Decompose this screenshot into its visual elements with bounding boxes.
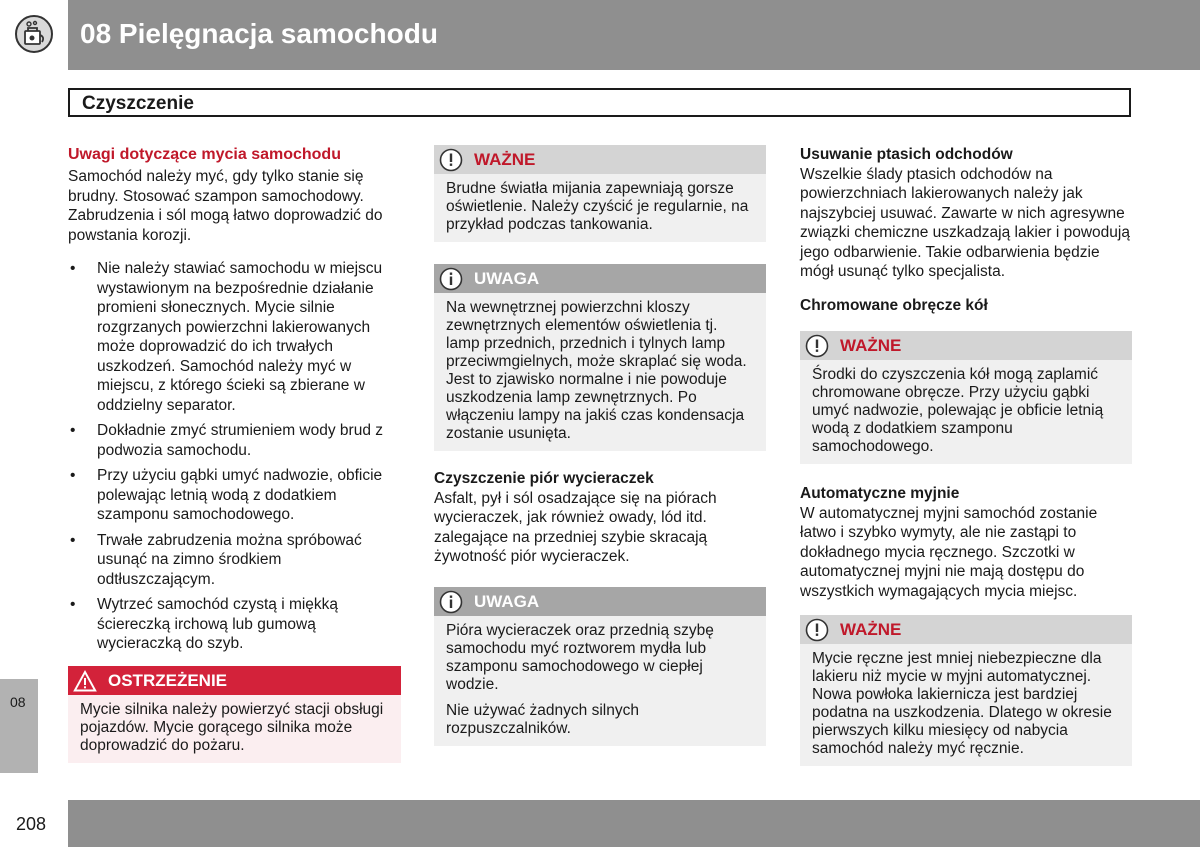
chapter-tab-label: 08 [10,694,26,710]
footer-bar [68,800,1200,847]
notice-text: Mycie ręczne jest mniej niebezpieczne dla lakieru niż mycie w myjni automatycznej. Nowa powłoka lakiernicza jest bardziej podatna na uszkodzenia. Dlatego w okresie pierwszych kilku miesięcy od nabycia samochód należy myć ręcznie. [812,650,1112,757]
bullet-icon: • [70,467,76,484]
bullet-icon: • [70,422,76,439]
notice-paragraph: Nie używać żadnych silnych rozpuszczalników. [446,701,639,737]
notice-header [434,145,766,174]
list-item: • Przy użyciu gąbki umyć nadwozie, obficie polewając letnią wodą z dodatkiem szamponu samochodowego. [70,467,383,523]
list-item: • Trwałe zabrudzenia można spróbować usunąć na zimno środkiem odtłuszczającym. [70,531,362,588]
exclamation-circle-icon [805,618,829,642]
notice-text [434,616,766,746]
notice-text: Środki do czyszczenia kół mogą zaplamić chromowane obręcze. Przy użyciu gąbki umyć nadwozie, polewając je obficie letnią wodą z dodatkiem szamponu samochodowego. [812,366,1104,455]
washing-bullet-list [68,259,401,654]
bullet-icon: • [70,531,76,549]
list-item: • Dokładnie zmyć strumieniem wody brud z podwozia samochodu. [70,422,383,459]
bird-droppings-text: Wszelkie ślady ptasich odchodów na powierzchniach lakierowanych należy jak najszybciej usuwać. Zawarte w nich agresywne związki chemiczne uszkadzają lakier i powodują jego odbarwienie. Takie odbarwienia będzie mógł usunąć tylko specjalista. [800,165,1130,280]
warning-title: OSTRZEŻENIE [108,670,228,690]
column-3 [800,145,1132,784]
wiper-cleaning-text: Asfalt, pył i sól osadzające się na piórach wycieraczek, jak również owady, lód itd. zalegające na przedniej szybie skracają żywotność piór wycieraczek. [434,489,717,565]
washing-notes-heading: Uwagi dotyczące mycia samochodu [68,146,341,163]
notice-paragraph: Pióra wycieraczek oraz przednią szybę samochodu myć roztworem mydła lub szamponu samochodowego w ciepłej wodzie. [446,621,714,693]
notice-header [800,615,1132,644]
chrome-rims-important-notice [800,331,1132,464]
bullet-icon: • [70,596,76,613]
list-item: • Nie należy stawiać samochodu w miejscu wystawionym na bezpośrednie działanie promieni słonecznych. Mycie silnie rozgrzanych powierzchni lakierowanych może doprowadzić do ich trwałych uszkodzeń. Samochód należy myć w miejscu, z którego ścieki są zbierane w oddzielny separator. [70,260,383,414]
info-circle-icon [439,267,463,291]
notice-title: WAŻNE [840,620,902,639]
chrome-rims-heading: Chromowane obręcze kół [800,296,988,314]
warning-header [68,666,401,695]
notice-header [434,587,766,616]
notice-header [800,331,1132,360]
section-title: Czyszczenie [82,93,194,114]
bullet-icon: • [70,260,76,277]
condensation-info-notice [434,264,766,451]
headlight-important-notice [434,145,766,242]
warning-triangle-icon [73,669,97,693]
notice-header [434,264,766,293]
warning-text: Mycie silnika należy powierzyć stacji obsługi pojazdów. Mycie gorącego silnika może doprowadzić do pożaru. [80,700,384,754]
notice-text: Na wewnętrznej powierzchni kloszy zewnętrznych elementów oświetlenia tj. lamp przednich, przednich i tylnych lamp przeciwmgielnych, może skraplać się woda. Jest to zjawisko normalne i nie powoduje uszkodzenia lamp zewnętrznych. Po włączeniu lampy na jakiś czas kondensacja zostanie usunięta. [446,299,747,442]
column-1 [68,145,401,781]
page-number: 208 [16,814,47,834]
engine-wash-warning [68,666,401,763]
car-wash-heading: Automatyczne myjnie [800,485,960,502]
chapter-title: 08 Pielęgnacja samochodu [80,18,438,49]
section-title-box [68,88,1131,117]
info-circle-icon [439,590,463,614]
wiper-info-notice [434,587,766,746]
notice-title: WAŻNE [474,150,536,169]
left-margin-strip [0,70,58,773]
wiper-cleaning-heading: Czyszczenie piór wycieraczek [434,470,654,487]
exclamation-circle-icon [805,334,829,358]
exclamation-circle-icon [439,148,463,172]
notice-title: WAŻNE [840,336,902,355]
washing-intro-text: Samochód należy myć, gdy tylko stanie się brudny. Stosować szampon samochodowy. Zabrudzenia i sól mogą łatwo doprowadzić do powstania korozji. [68,168,383,244]
bird-droppings-heading: Usuwanie ptasich odchodów [800,146,1013,163]
notice-text: Brudne światła mijania zapewniają gorsze oświetlenie. Należy czyścić je regularnie, na przykład podczas tankowania. [446,180,749,233]
car-wash-text: W automatycznej myjni samochód zostanie łatwo i szybko wymyty, ale nie zastąpi to dokładnego mycia ręcznego. Szczotki w automatycznej myjni nie mają dostępu do wszystkich wymagających mycia miejsc. [800,504,1098,600]
column-2 [434,145,766,764]
notice-title: UWAGA [474,591,540,611]
notice-title: UWAGA [474,269,540,288]
hand-wash-important-notice [800,615,1132,766]
list-item: • Wytrzeć samochód czystą i miękką ściereczką irchową lub gumową wycieraczką do szyb. [70,596,339,652]
car-care-icon [14,14,54,54]
